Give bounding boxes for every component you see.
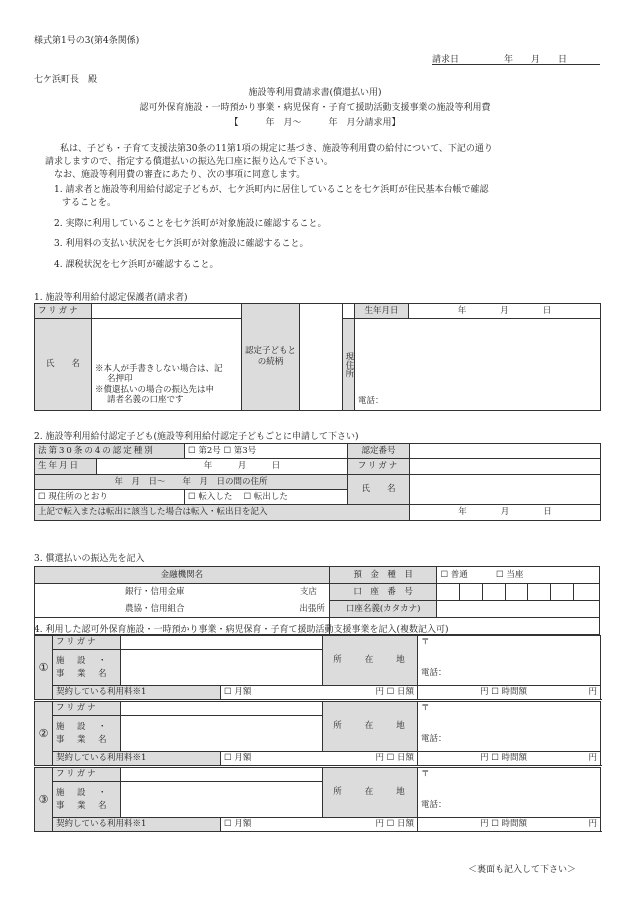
guardian-birth-label: 生年月日 <box>355 304 409 319</box>
facility-name-label <box>53 716 121 752</box>
guardian-table <box>34 303 601 411</box>
account-name-field[interactable] <box>437 601 600 618</box>
child-furigana-field[interactable] <box>410 459 601 475</box>
move-options[interactable] <box>185 490 348 505</box>
fee-hourly[interactable] <box>418 818 601 832</box>
intro-p2: 請求しますので、指定する償還払いの振込先口座に振り込んで下さい。 <box>45 157 333 167</box>
facility-location-field[interactable] <box>418 702 601 752</box>
title-line-1: 施設等利用費請求書(償還払い用) <box>248 88 382 98</box>
facility-name-label-1: 施 設 ・ <box>56 787 109 798</box>
child-name-label: 氏 名 <box>348 475 410 505</box>
opt-moved-in[interactable]: ☐ 転入した <box>188 491 233 502</box>
section2-heading: 2. 施設等利用給付認定子ども(施設等利用給付認定子どもごとに申請して下さい) <box>34 432 359 442</box>
facility-furigana-field[interactable] <box>121 702 323 716</box>
facility-block <box>34 635 601 700</box>
hourly-checkbox[interactable]: 円 ☐ 時間額 <box>480 687 528 698</box>
office-label: 出張所 <box>299 603 325 614</box>
hourly-checkbox[interactable]: 円 ☐ 時間額 <box>480 819 528 830</box>
bank-name-label: 金融機関名 <box>35 567 330 584</box>
acct-digit-5[interactable] <box>528 584 551 601</box>
fee-label: 契約している利用料※1 <box>53 752 221 766</box>
guardian-furigana-field[interactable] <box>92 304 242 319</box>
section3-heading: 3. 償還払いの振込先を記入 <box>34 554 145 564</box>
cert-type-options[interactable] <box>185 444 315 459</box>
agree-item-1-cont: することを。 <box>62 198 117 208</box>
facility-block <box>34 701 601 766</box>
handwriting-note-cont: 名押印 <box>107 374 133 385</box>
addressee: 七ケ浜町長 殿 <box>34 75 98 85</box>
facility-tel-label: 電話： <box>421 733 447 744</box>
postal-mark: 〒 <box>421 769 430 779</box>
bank-type-1: 銀行・信用金庫 <box>125 586 185 597</box>
monthly-checkbox[interactable]: ☐ 月額 <box>224 687 252 698</box>
child-birth-label: 生年月日 <box>35 459 97 474</box>
facility-furigana-field[interactable] <box>121 636 323 650</box>
account-note-cont: 請者名義の口座です <box>107 395 184 406</box>
facility-location-label: 所 在 地 <box>323 702 418 752</box>
section1-heading: 1. 施設等利用給付認定保護者(請求者) <box>34 293 188 303</box>
guardian-birth-field[interactable]: 年 月 日 <box>409 304 601 319</box>
type2-checkbox[interactable]: ☐ 第2号 <box>188 445 221 456</box>
title-line-2: 認可外保育施設・一時預かり事業・病児保育・子育て援助活動支援事業の施設等利用費 <box>139 103 491 113</box>
cert-number-field[interactable] <box>410 444 601 459</box>
facility-number: ① <box>35 636 53 700</box>
guardian-name-label: 氏 名 <box>35 319 92 411</box>
deposit-current[interactable]: ☐ 当座 <box>496 569 524 580</box>
fee-label: 契約している利用料※1 <box>53 686 221 700</box>
daily-checkbox[interactable]: 円 ☐ 日額 <box>375 753 415 764</box>
guardian-tel-label: 電話： <box>358 396 384 407</box>
deposit-ordinary[interactable]: ☐ 普通 <box>440 569 468 580</box>
facility-furigana-label: フリガナ <box>53 768 121 782</box>
title-line-3: 【 年 月～ 年 月分請求用】 <box>229 118 401 128</box>
child-furigana-label: フリガナ <box>348 459 410 475</box>
yen-label: 円 <box>588 819 598 830</box>
cert-type-label: 法第30条の4の認定種別 <box>35 444 185 459</box>
child-table <box>34 443 601 521</box>
facility-block <box>34 767 601 832</box>
type3-checkbox[interactable]: ☐ 第3号 <box>223 445 257 456</box>
postal-mark: 〒 <box>421 703 430 713</box>
yen-label: 円 <box>588 753 598 764</box>
facility-name-field[interactable] <box>121 782 323 818</box>
facility-name-label <box>53 650 121 686</box>
branch-label: 支店 <box>299 586 317 597</box>
form-number: 様式第1号の3(第4条関係) <box>34 36 140 46</box>
account-note: ※償還払いの場合の振込先は申 <box>95 384 215 395</box>
deposit-type-label: 預 金 種 目 <box>329 567 437 584</box>
fee-monthly-daily[interactable] <box>221 686 418 700</box>
hourly-checkbox[interactable]: 円 ☐ 時間額 <box>480 753 528 764</box>
facility-name-field[interactable] <box>121 650 323 686</box>
facility-name-label-2: 事 業 名 <box>56 800 109 811</box>
facility-name-label-1: 施 設 ・ <box>56 655 109 666</box>
cert-number-label: 認定番号 <box>348 444 410 459</box>
account-name-label: 口座名義(カタカナ) <box>329 601 437 618</box>
request-date: 請求日 年 月 日 <box>432 55 568 65</box>
postal-mark: 〒 <box>421 637 430 647</box>
facility-tel-label: 電話： <box>421 799 447 810</box>
guardian-name-field[interactable] <box>92 319 242 411</box>
move-date-field[interactable]: 年 月 日 <box>410 505 601 521</box>
fee-monthly-daily[interactable] <box>221 818 418 832</box>
acct-digit-2[interactable] <box>460 584 483 601</box>
child-birth-row <box>35 459 348 475</box>
facility-location-label: 所 在 地 <box>323 636 418 686</box>
spacer-cell <box>343 304 355 319</box>
facility-location-field[interactable] <box>418 768 601 818</box>
facility-name-label-2: 事 業 名 <box>56 734 109 745</box>
daily-checkbox[interactable]: 円 ☐ 日額 <box>375 819 415 830</box>
facility-furigana-label: フリガナ <box>53 702 121 716</box>
fee-label: 契約している利用料※1 <box>53 818 221 832</box>
yen-label: 円 <box>588 687 598 698</box>
acct-digit-4[interactable] <box>505 584 528 601</box>
agree-item-2: 2. 実際に利用していることを七ケ浜町が対象施設に確認すること。 <box>54 219 327 229</box>
agree-item-3: 3. 利用料の支払い状況を七ケ浜町が対象施設に確認すること。 <box>54 239 309 249</box>
opt-current-address[interactable]: ☐ 現住所のとおり <box>35 490 185 505</box>
bank-type-2: 農協・信用組合 <box>125 603 185 614</box>
fee-hourly[interactable] <box>418 686 601 700</box>
facility-name-label <box>53 782 121 818</box>
guardian-furigana-label: フリガナ <box>35 304 92 319</box>
child-birth-field[interactable]: 年 月 日 <box>203 461 281 471</box>
facility-number: ② <box>35 702 53 766</box>
fee-monthly-daily[interactable] <box>221 752 418 766</box>
relation-label: 認定子どもとの続柄 <box>242 304 300 411</box>
intro-p1: 私は、子ども・子育て支援法第30条の11第1項の規定に基づき、施設等利用費の給付について、下記の通り <box>60 144 493 154</box>
facility-tel-label: 電話： <box>421 667 447 678</box>
acct-digit-7[interactable] <box>573 584 599 601</box>
agree-item-1: 1. 請求者と施設等利用給付認定子どもが、七ケ浜町内に居住していることを七ケ浜町が住民基本台帳で確認 <box>54 185 489 195</box>
acct-digit-1[interactable] <box>437 584 460 601</box>
facility-name-label-2: 事 業 名 <box>56 668 109 679</box>
daily-checkbox[interactable]: 円 ☐ 日額 <box>375 687 415 698</box>
monthly-checkbox[interactable]: ☐ 月額 <box>224 753 252 764</box>
footer-note: ＜裏面も記入して下さい＞ <box>468 865 577 875</box>
opt-moved-out[interactable]: ☐ 転出した <box>243 491 288 502</box>
facility-location-label: 所 在 地 <box>323 768 418 818</box>
guardian-address-field[interactable] <box>355 319 601 411</box>
handwriting-note: ※本人が手書きしない場合は、記 <box>95 363 223 374</box>
section4-heading: 4. 利用した認可外保育施設・一時預かり事業・病児保育・子育て援助活動支援事業を記入(複数記入可) <box>34 625 449 635</box>
facility-furigana-label: フリガナ <box>53 636 121 650</box>
facility-number: ③ <box>35 768 53 832</box>
bank-name-field[interactable] <box>35 584 330 618</box>
facility-name-field[interactable] <box>121 716 323 752</box>
agree-item-4: 4. 課税状況を七ケ浜町が確認すること。 <box>54 260 219 270</box>
relation-field[interactable] <box>300 304 343 411</box>
child-name-field[interactable] <box>410 475 601 505</box>
address-label: 現住所 <box>343 319 355 411</box>
fee-hourly[interactable] <box>418 752 601 766</box>
account-number-label: 口 座 番 号 <box>329 584 437 601</box>
facility-name-label-1: 施 設 ・ <box>56 721 109 732</box>
acct-digit-6[interactable] <box>551 584 574 601</box>
move-date-label: 上記で転入または転出に該当した場合は転入・転出日を記入 <box>35 505 410 521</box>
monthly-checkbox[interactable]: ☐ 月額 <box>224 819 252 830</box>
facility-location-field[interactable] <box>418 636 601 686</box>
spacer <box>315 444 348 459</box>
period-address-label: 年 月 日～ 年 月 日の間の住所 <box>35 475 348 490</box>
deposit-type-options[interactable] <box>437 567 600 584</box>
facility-furigana-field[interactable] <box>121 768 323 782</box>
intro-p3: なお、施設等利用費の審査にあたり、次の事項に同意します。 <box>54 170 306 180</box>
request-date-underline <box>432 64 600 65</box>
acct-digit-3[interactable] <box>482 584 505 601</box>
